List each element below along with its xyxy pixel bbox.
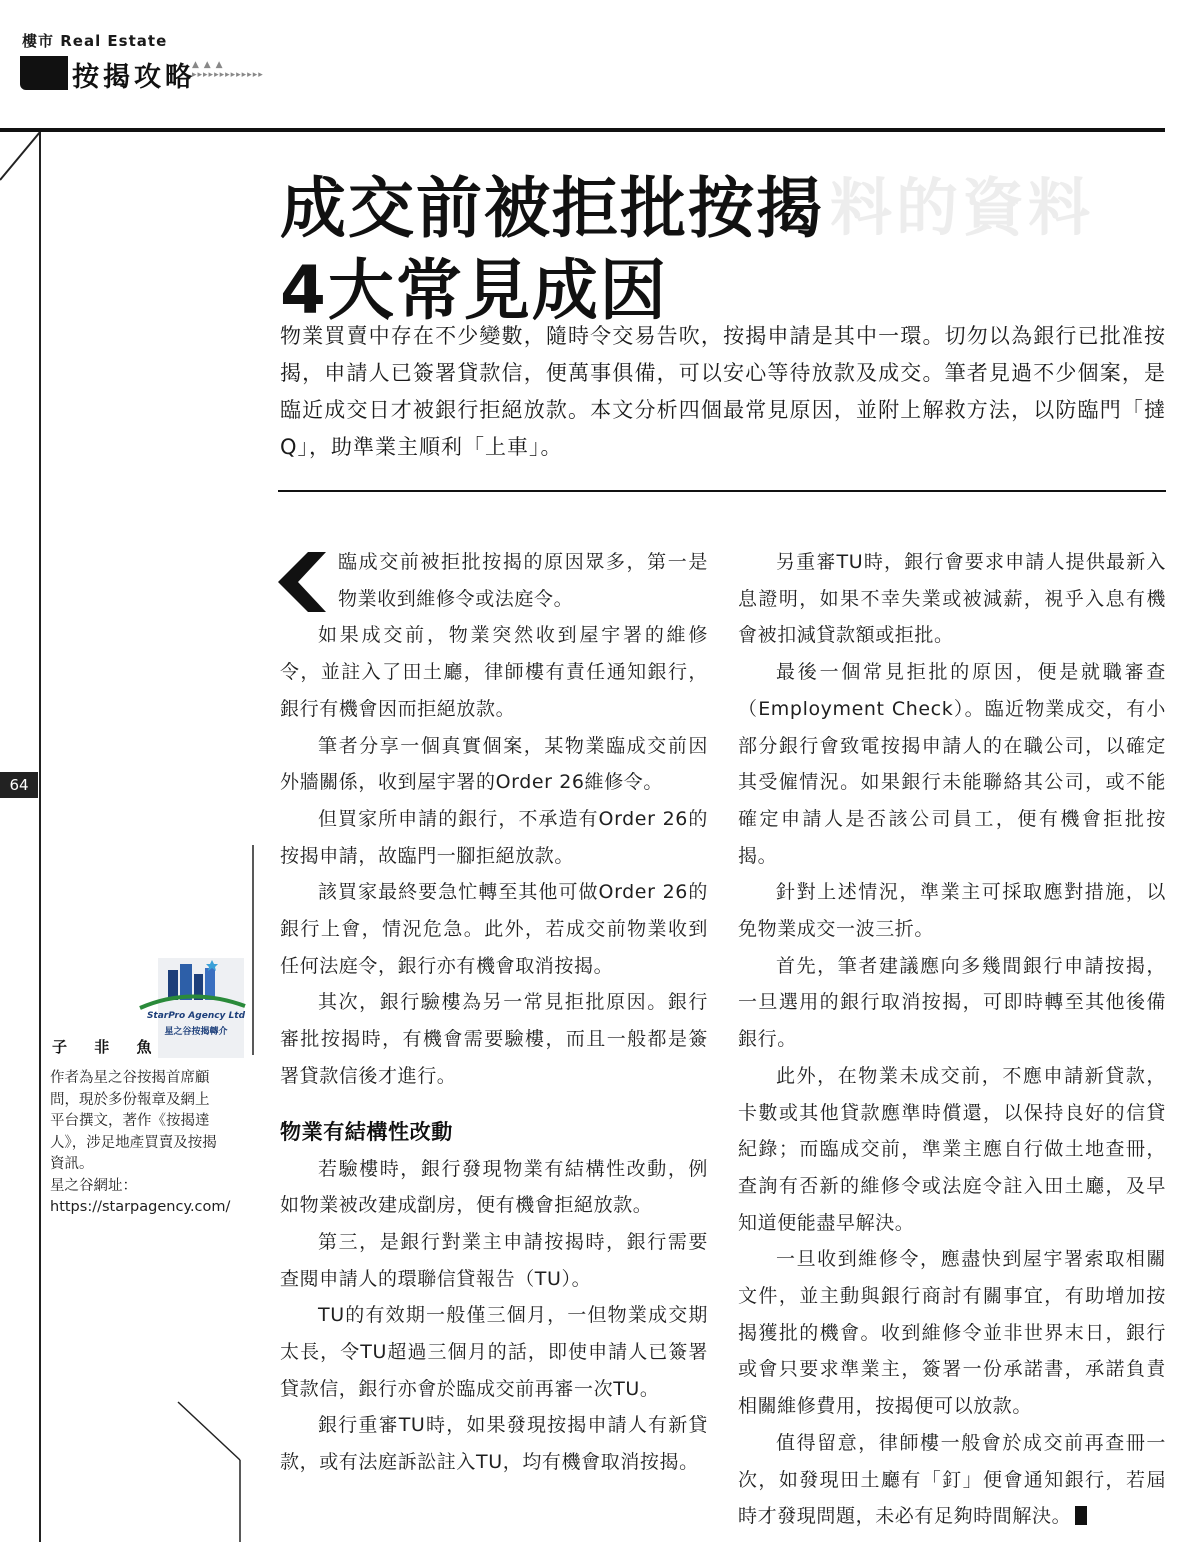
paragraph	[738, 1425, 1166, 1535]
section-label: 樓市 Real Estate	[22, 32, 168, 50]
page-number: 64	[0, 772, 38, 798]
lead-paragraph: 物業買賣中存在不少變數，隨時令交易告吹，按揭申請是其中一環。切勿以為銀行已批准按揭，申請人已簽署貸款信，便萬事俱備，可以安心等待放款及成交。筆者見過不少個案，是臨近成交日才被銀行拒絕放款。本文分析四個最常見原因，並附上解救方法，以防臨門「撻Q」，助準業主順利「上車」。	[280, 324, 1166, 459]
bio-line: 作者為星之谷按揭首席顧	[50, 1070, 210, 1086]
paragraph: 最後一個常見拒批的原因，便是就職審查（Employment Check）。臨近物業成交，有小部分銀行會致電按揭申請人的在職公司，以確定其受僱情況。如果銀行未能聯絡其公司，或不能確定申請人是否該公司員工，便有機會拒批按揭。	[738, 661, 1166, 867]
website-link[interactable]: https://starpagency.com/	[50, 1199, 231, 1215]
paragraph: 針對上述情況，準業主可採取應對措施，以免物業成交一波三折。	[738, 881, 1166, 941]
paragraph: 此外，在物業未成交前，不應申請新貸款，卡數或其他貸款應準時償還，以保持良好的信貸紀錄；而臨成交前，準業主應自行做土地查冊，查詢有否新的維修令或法庭令註入田土廳，及早知道便能盡早解決。	[738, 1064, 1166, 1234]
article-column-2	[738, 544, 1166, 1535]
subheading: 物業有結構性改動	[280, 1119, 453, 1144]
article-column-1	[280, 544, 708, 1481]
paragraph: 若驗樓時，銀行發現物業有結構性改動，例如物業被改建成劏房，便有機會拒絕放款。	[280, 1157, 708, 1217]
title-line-2: 4大常見成因	[280, 252, 668, 329]
title-line-1: 成交前被拒批按揭	[280, 170, 824, 247]
paragraph: 該買家最終要急忙轉至其他可做Order 26的銀行上會，情況危急。此外，若成交前物業收到任何法庭令，銀行亦有機會取消按揭。	[280, 881, 708, 977]
bio-line: 星之谷網址：	[50, 1177, 137, 1194]
paragraph: TU的有效期一般僅三個月，一但物業成交期太長，令TU超過三個月的話，即使申請人已簽署貸款信，銀行亦會於臨成交前再審一次TU。	[280, 1304, 708, 1400]
paragraph: 臨成交前被拒批按揭的原因眾多，第一是物業收到維修令或法庭令。	[338, 551, 708, 610]
logo-text-chinese: 星之谷按揭轉介	[164, 1027, 228, 1037]
paragraph: 如果成交前，物業突然收到屋宇署的維修令，並註入了田土廳，律師樓有責任通知銀行，銀行有機會因而拒絕放款。	[280, 624, 708, 720]
bio-line: 問，現於多份報章及網上	[50, 1091, 210, 1108]
paragraph: 第三，是銀行對業主申請按揭時，銀行需要查閱申請人的環聯信貸報告（TU）。	[280, 1230, 708, 1290]
author-name: 子 非 魚	[52, 1038, 163, 1056]
decorative-frame	[0, 130, 260, 1542]
paragraph-text: 值得留意，律師樓一般會於成交前再查冊一次，如發現田土廳有「釘」便會通知銀行，若屆時才發現問題，未必有足夠時間解決。	[738, 1431, 1166, 1528]
section-bar	[20, 56, 68, 90]
paragraph: 銀行重審TU時，如果發現按揭申請人有新貸款，或有法庭訴訟註入TU，均有機會取消按揭。	[280, 1414, 708, 1474]
starpro-logo-icon	[130, 958, 250, 1018]
paragraph: 另重審TU時，銀行會要求申請人提供最新入息證明，如果不幸失業或被減薪，視乎入息有機會被扣減貸款額或拒批。	[738, 551, 1166, 647]
paragraph: 筆者分享一個真實個案，某物業臨成交前因外牆關係，收到屋宇署的Order 26維修令。	[280, 734, 708, 794]
article-title	[280, 168, 824, 332]
logo-text-english: StarPro Agency Ltd	[146, 1011, 246, 1021]
paragraph: 但買家所申請的銀行，不承造有Order 26的按揭申請，故臨門一腳拒絕放款。	[280, 807, 708, 867]
bio-line: 人》，涉足地產買賣及按揭	[50, 1134, 217, 1151]
paragraph: 其次，銀行驗樓為另一常見拒批原因。銀行審批按揭時，有機會需要驗樓，而且一般都是簽署貸款信後才進行。	[280, 991, 708, 1087]
ghost-background-title: 料的資料	[830, 171, 1095, 244]
author-bio	[50, 1068, 230, 1219]
column-name: 按揭攻略	[72, 62, 196, 93]
paragraph: 一旦收到維修令，應盡快到屋宇署索取相關文件，並主動與銀行商討有關事宜，有助增加按揭獲批的機會。收到維修令並非世界末日，銀行或會只要求準業主，簽署一份承諾書，承諾負責相關維修費用，按揭便可以放款。	[738, 1248, 1166, 1418]
section-rule	[278, 490, 1166, 492]
decorative-arrows: ▲ ▲ ▲ ▸▸▸▸▸▸▸▸▸▸▸▸▸	[192, 60, 264, 80]
bio-line: 資訊。	[50, 1156, 94, 1172]
end-of-article-mark	[1075, 1506, 1087, 1525]
paragraph: 首先，筆者建議應向多幾間銀行申請按揭，一旦選用的銀行取消按揭，可即時轉至其他後備銀行。	[738, 954, 1166, 1051]
bio-line: 平台撰文，著作《按揭達	[50, 1113, 210, 1129]
